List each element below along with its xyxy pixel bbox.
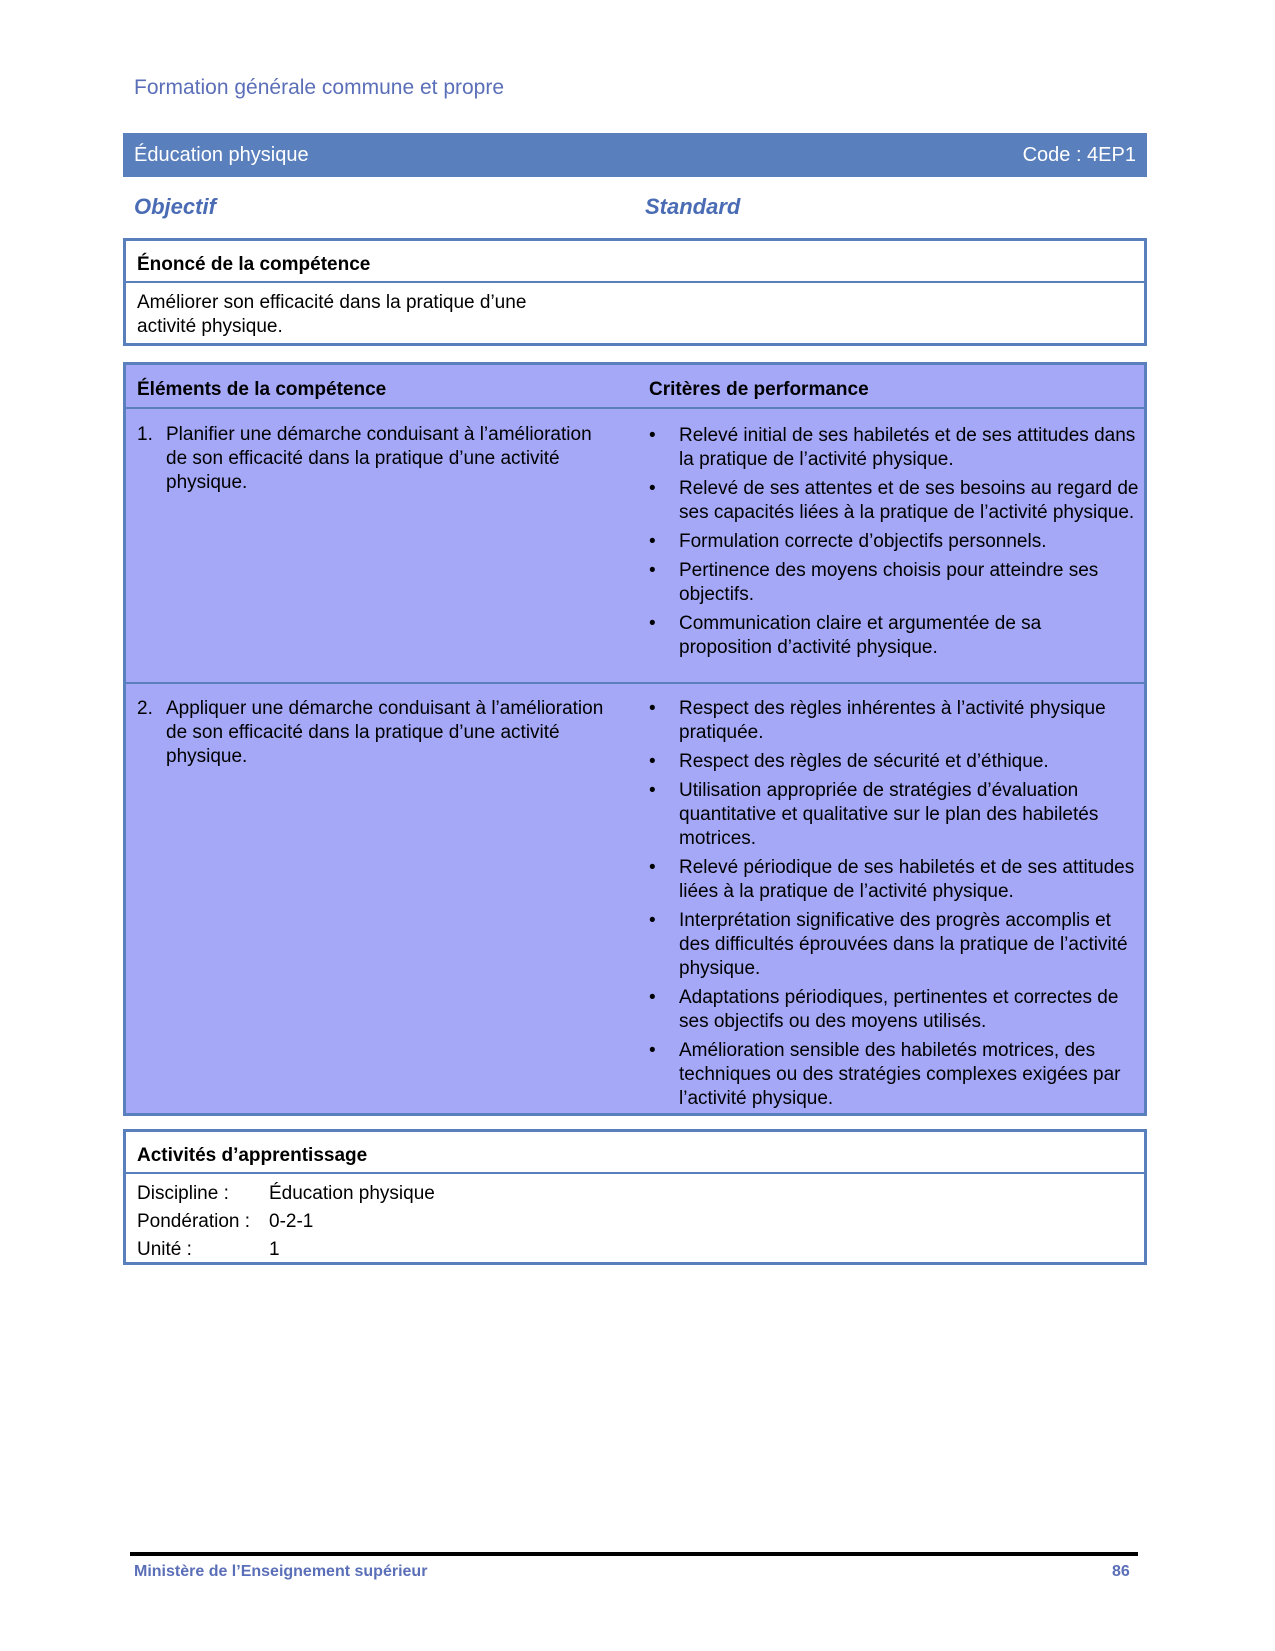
discipline-row (137, 1180, 1133, 1208)
criteria-column-header: Critères de performance (649, 379, 869, 400)
list-item: • Relevé périodique de ses habiletés et de ses attitudes liées à la pratique de l’activité physique. (649, 856, 1139, 904)
criteria-list (649, 424, 1139, 665)
list-item: • Respect des règles inhérentes à l’activité physique pratiquée. (649, 697, 1139, 745)
course-title: Éducation physique (134, 144, 309, 166)
weighting-label: Pondération : (137, 1211, 251, 1232)
list-item: • Formulation correcte d’objectifs personnels. (649, 530, 1139, 554)
activities-body (126, 1174, 1144, 1272)
course-code: Code : 4EP1 (1022, 144, 1136, 166)
course-banner (123, 133, 1147, 177)
unit-value: 1 (269, 1239, 280, 1260)
weighting-row (137, 1208, 1133, 1236)
list-item: • Pertinence des moyens choisis pour atteindre ses objectifs. (649, 559, 1139, 607)
element-text: Appliquer une démarche conduisant à l’amélioration de son efficacité dans la pratique d’une activité physique. (166, 698, 604, 767)
element-text: Planifier une démarche conduisant à l’amélioration de son efficacité dans la pratique d’une activité physique. (166, 424, 592, 493)
list-item: • Respect des règles de sécurité et d’éthique. (649, 750, 1139, 774)
list-item: • Utilisation appropriée de stratégies d’évaluation quantitative et qualitative sur le plan des habiletés motrices. (649, 779, 1139, 851)
elements-column-header: Éléments de la compétence (137, 379, 387, 400)
list-item: • Adaptations périodiques, pertinentes et correctes de ses objectifs ou des moyens utilisés. (649, 986, 1139, 1034)
competence-box (123, 238, 1147, 346)
competence-text: Améliorer son efficacité dans la pratique d’une activité physique. (137, 292, 527, 337)
footer-ministry: Ministère de l’Enseignement supérieur (134, 1563, 428, 1580)
criteria-list (649, 697, 1139, 1116)
competence-header: Énoncé de la compétence (126, 241, 1144, 283)
discipline-label: Discipline : (137, 1183, 229, 1204)
element-number: 2. (137, 698, 153, 719)
table-row (126, 684, 1144, 1114)
element-number: 1. (137, 424, 153, 445)
unit-row (137, 1236, 1133, 1264)
running-header: Formation générale commune et propre (134, 76, 505, 99)
objective-heading: Objectif (134, 194, 216, 219)
criteria-table-header (126, 365, 1144, 409)
discipline-value: Éducation physique (269, 1183, 435, 1204)
standard-heading: Standard (645, 194, 741, 219)
list-item: • Relevé de ses attentes et de ses besoins au regard de ses capacités liées à la pratique de l’activité physique. (649, 477, 1139, 525)
footer-rule (130, 1552, 1138, 1556)
list-item: • Amélioration sensible des habiletés motrices, des techniques ou des stratégies complexes exigées par l’activité physique. (649, 1039, 1139, 1111)
weighting-value: 0-2-1 (269, 1211, 314, 1232)
activities-box (123, 1129, 1147, 1265)
criteria-table (123, 362, 1147, 1116)
table-row (126, 409, 1144, 684)
list-item: • Relevé initial de ses habiletés et de ses attitudes dans la pratique de l’activité physique. (649, 424, 1139, 472)
list-item: • Communication claire et argumentée de sa proposition d’activité physique. (649, 612, 1139, 660)
list-item: • Interprétation significative des progrès accomplis et des difficultés éprouvées dans la pratique de l’activité physique. (649, 909, 1139, 981)
unit-label: Unité : (137, 1239, 192, 1260)
page-number: 86 (1112, 1563, 1130, 1580)
activities-header: Activités d’apprentissage (126, 1132, 1144, 1174)
